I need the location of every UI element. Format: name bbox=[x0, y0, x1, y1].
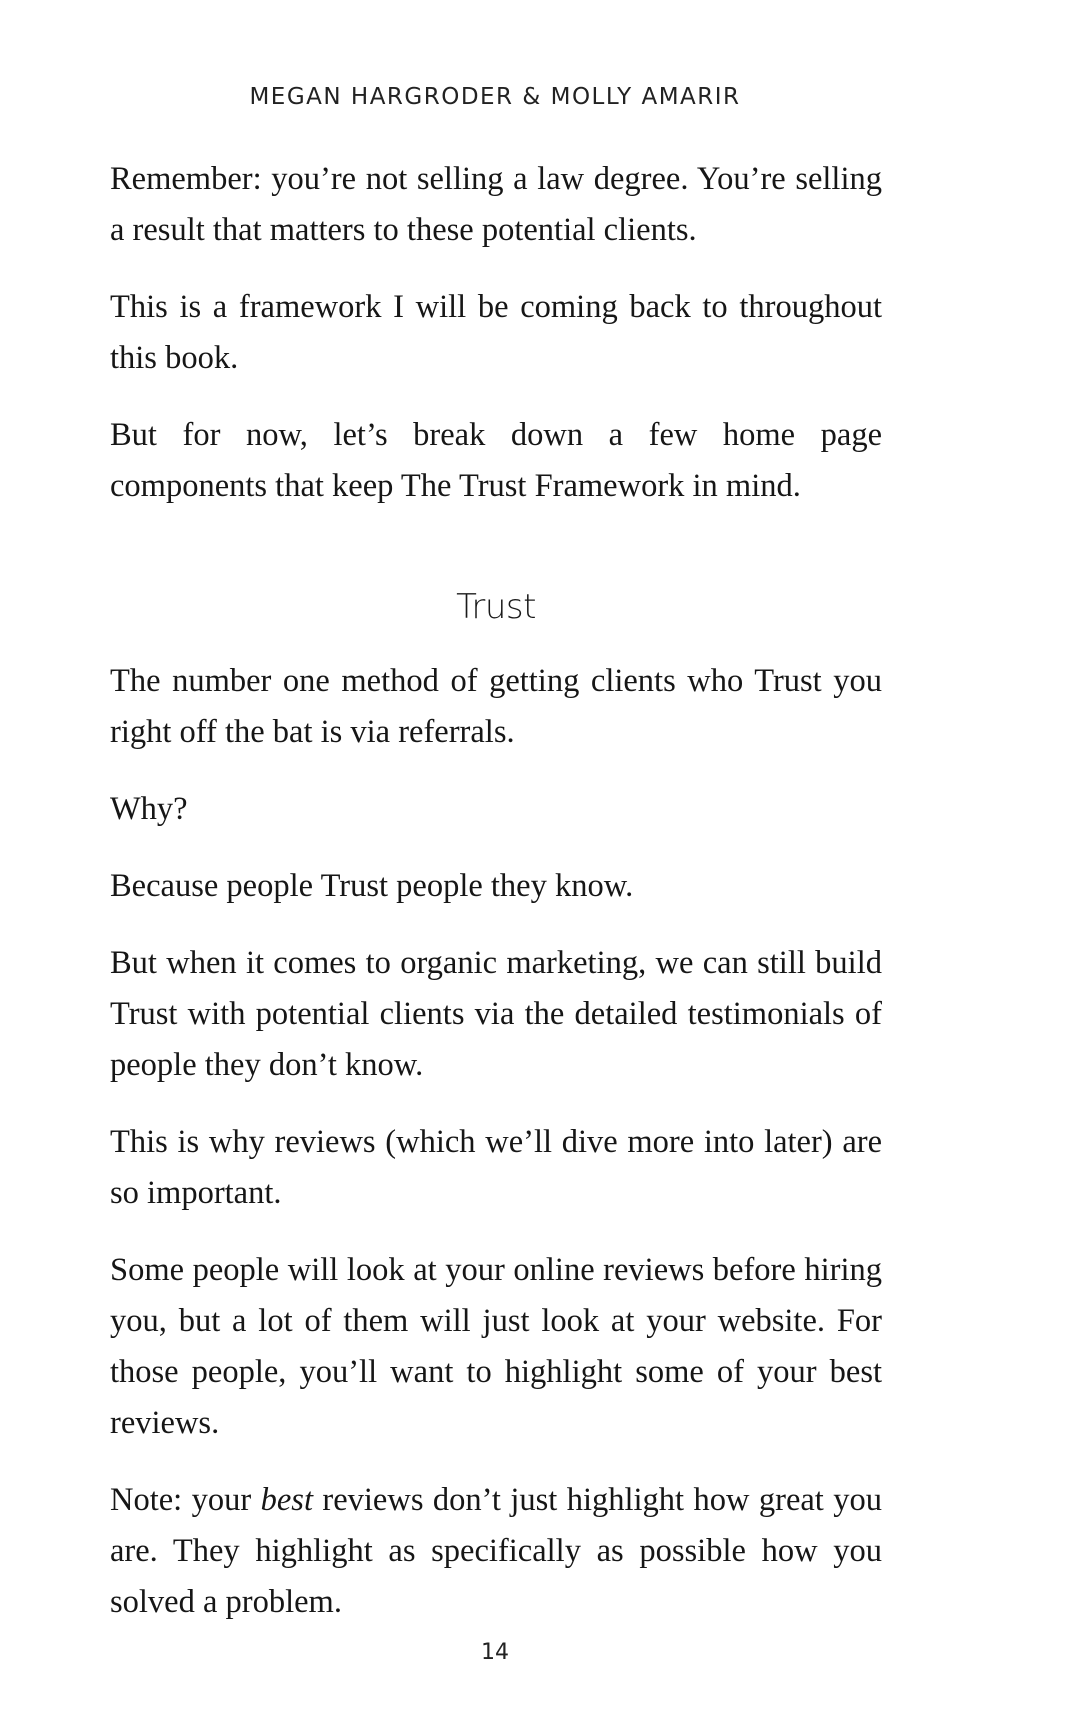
body-text bbox=[110, 154, 882, 1654]
paragraph: But when it comes to organic marketing, we can still build Trust with potential clients via the detailed testimonials of people they don’t know. bbox=[110, 945, 882, 1083]
paragraph: Remember: you’re not selling a law degree. You’re selling a result that matters to these potential clients. bbox=[110, 161, 882, 248]
running-head: MEGAN HARGRODER & MOLLY AMARIR bbox=[249, 84, 741, 110]
paragraph: Because people Trust people they know. bbox=[110, 868, 634, 904]
note-paragraph bbox=[110, 1475, 882, 1628]
note-text-before: Note: your bbox=[110, 1482, 261, 1518]
paragraph: This is a framework I will be coming back to throughout this book. bbox=[110, 289, 882, 376]
paragraph: The number one method of getting clients who Trust you right off the bat is via referrals. bbox=[110, 663, 882, 750]
paragraph: But for now, let’s break down a few home page components that keep The Trust Framework in mind. bbox=[110, 417, 882, 504]
note-emphasis: best bbox=[260, 1482, 313, 1518]
paragraph: This is why reviews (which we’ll dive more into later) are so important. bbox=[110, 1124, 882, 1211]
section-heading: Trust bbox=[456, 587, 536, 627]
paragraph: Some people will look at your online reviews before hiring you, but a lot of them will just look at your website. For those people, you’ll want to highlight some of your best reviews. bbox=[110, 1252, 882, 1441]
page-number: 14 bbox=[481, 1640, 509, 1665]
note-text-after: reviews don’t just highlight how great you are. They highlight as specifically as possible how you solved a problem. bbox=[110, 1482, 882, 1620]
paragraph: Why? bbox=[110, 791, 188, 827]
